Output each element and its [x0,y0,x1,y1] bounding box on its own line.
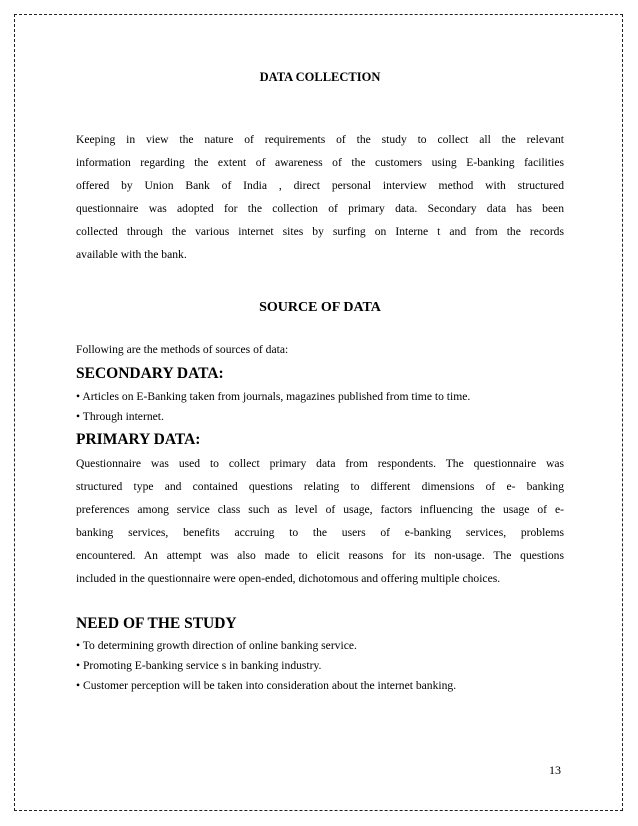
secondary-data-heading: SECONDARY DATA: [76,365,224,382]
primary-data-heading: PRIMARY DATA: [76,431,201,448]
source-of-data-heading: SOURCE OF DATA [259,300,381,315]
paragraph-line: structured type and contained questions relating to different dimensions of e- banking [76,480,564,493]
source-of-data-intro: Following are the methods of sources of data: [76,343,289,356]
paragraph-line: preferences among service class such as level of usage, factors influencing the usage of e- [76,503,564,516]
need-of-study-bullet: • Promoting E-banking service s in banking industry. [76,659,322,672]
need-of-study-bullet: • Customer perception will be taken into consideration about the internet banking. [76,679,457,692]
paragraph-line: information regarding the extent of awareness of the customers using E-banking facilities [76,156,564,169]
paragraph-line: questionnaire was adopted for the collection of primary data. Secondary data has been [76,202,564,215]
paragraph-line: included in the questionnaire were open-ended, dichotomous and offering multiple choices. [76,572,501,585]
data-collection-paragraph [76,128,564,266]
paragraph-line: banking services, benefits accruing to the users of e-banking services, problems [76,526,564,539]
paragraph-line: encountered. An attempt was also made to elicit reasons for its non-usage. The questions [76,549,564,562]
primary-data-paragraph [76,452,564,590]
secondary-data-bullet: • Articles on E-Banking taken from journals, magazines published from time to time. [76,390,471,403]
paragraph-line: offered by Union Bank of India , direct personal interview method with structured [76,179,564,192]
paragraph-line: available with the bank. [76,248,187,261]
need-of-study-bullet: • To determining growth direction of online banking service. [76,639,357,652]
page-number: 13 [549,763,561,777]
paragraph-line: collected through the various internet sites by surfing on Interne t and from the records [76,225,564,238]
paragraph-line: Keeping in view the nature of requirements of the study to collect all the relevant [76,133,564,146]
paragraph-line: Questionnaire was used to collect primary data from respondents. The questionnaire was [76,457,564,470]
page-content [76,68,564,696]
data-collection-heading: DATA COLLECTION [259,70,381,84]
secondary-data-bullet: • Through internet. [76,410,164,423]
need-of-study-heading: NEED OF THE STUDY [76,615,237,632]
